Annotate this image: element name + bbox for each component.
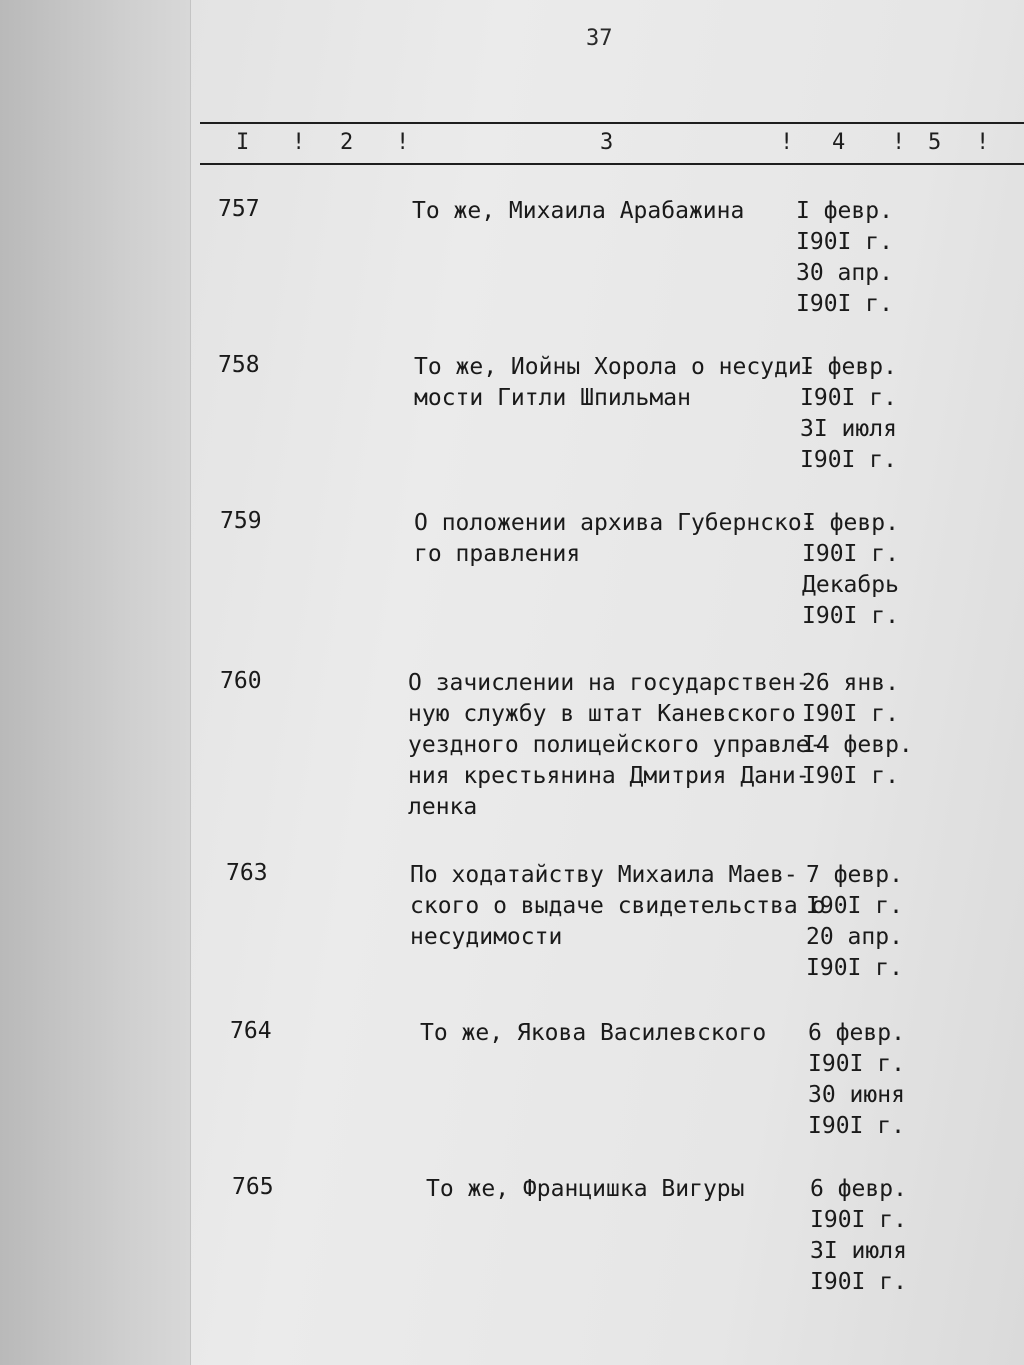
description-line: О зачислении на государствен-: [408, 670, 810, 696]
date-line: I90I г.: [796, 229, 893, 255]
date-line: I90I г.: [802, 603, 899, 629]
row-dates: [808, 1018, 905, 1142]
header-col-3: 3: [600, 130, 614, 155]
row-description: [410, 860, 825, 953]
header-col-5: 5: [928, 130, 942, 155]
date-line: I90I г.: [802, 701, 899, 727]
row-number: 764: [230, 1018, 272, 1044]
row-number: 759: [220, 508, 262, 534]
description-line: ленка: [408, 794, 478, 820]
row-number: 765: [232, 1174, 274, 1200]
description-line: То же, Михаила Арабажина: [412, 198, 745, 224]
date-line: I90I г.: [800, 447, 897, 473]
description-line: уездного полицейского управле-: [408, 732, 824, 758]
description-line: ния крестьянина Дмитрия Дани-: [408, 763, 810, 789]
row-description: [426, 1174, 745, 1205]
row-dates: [806, 860, 903, 984]
table-top-rule: [200, 122, 1024, 124]
description-line: мости Гитли Шпильман: [414, 385, 691, 411]
description-line: О положении архива Губернско-: [414, 510, 816, 536]
date-line: I90I г.: [800, 385, 897, 411]
date-line: I февр.: [796, 198, 893, 224]
row-description: [420, 1018, 766, 1049]
date-line: I90I г.: [802, 763, 899, 789]
header-separator: !: [292, 130, 306, 155]
date-line: 30 июня: [808, 1082, 905, 1108]
row-number: 763: [226, 860, 268, 886]
date-line: I февр.: [802, 510, 899, 536]
row-number: 760: [220, 668, 262, 694]
description-line: несудимости: [410, 924, 563, 950]
description-line: ского о выдаче свидетельства о: [410, 893, 826, 919]
date-line: 6 февр.: [810, 1176, 907, 1202]
date-line: I90I г.: [810, 1269, 907, 1295]
row-dates: [810, 1174, 907, 1298]
description-line: То же, Якова Василевского: [420, 1020, 767, 1046]
row-description: [412, 196, 744, 227]
row-number: 757: [218, 196, 260, 222]
date-line: 6 февр.: [808, 1020, 905, 1046]
date-line: 20 апр.: [806, 924, 903, 950]
row-description: [414, 352, 816, 414]
header-separator: !: [396, 130, 410, 155]
date-line: 7 февр.: [806, 862, 903, 888]
row-number: 758: [218, 352, 260, 378]
row-dates: [800, 352, 897, 476]
row-dates: [802, 668, 913, 792]
description-line: То же, Францишка Вигуры: [426, 1176, 745, 1202]
description-line: То же, Иойны Хорола о несуди-: [414, 354, 816, 380]
date-line: I4 февр.: [802, 732, 913, 758]
date-line: I90I г.: [806, 955, 903, 981]
description-line: По ходатайству Михаила Маев-: [410, 862, 798, 888]
header-col-2: 2: [340, 130, 354, 155]
header-separator: !: [976, 130, 990, 155]
date-line: 3I июля: [810, 1238, 907, 1264]
header-separator: !: [780, 130, 794, 155]
row-dates: [802, 508, 899, 632]
date-line: 26 янв.: [802, 670, 899, 696]
date-line: 3I июля: [800, 416, 897, 442]
row-description: [408, 668, 823, 823]
header-col-4: 4: [832, 130, 846, 155]
date-line: I90I г.: [802, 541, 899, 567]
header-separator: !: [892, 130, 906, 155]
row-description: [414, 508, 816, 570]
date-line: Декабрь: [802, 572, 899, 598]
table-header-rule: [200, 163, 1024, 165]
description-line: ную службу в штат Каневского: [408, 701, 796, 727]
date-line: I90I г.: [808, 1113, 905, 1139]
date-line: I февр.: [800, 354, 897, 380]
date-line: I90I г.: [808, 1051, 905, 1077]
date-line: I90I г.: [810, 1207, 907, 1233]
date-line: 30 апр.: [796, 260, 893, 286]
date-line: I90I г.: [796, 291, 893, 317]
page-number: 37: [586, 26, 613, 51]
row-dates: [796, 196, 893, 320]
header-col-1: I: [236, 130, 250, 155]
description-line: го правления: [414, 541, 581, 567]
left-page-edge: [0, 0, 191, 1365]
date-line: I90I г.: [806, 893, 903, 919]
